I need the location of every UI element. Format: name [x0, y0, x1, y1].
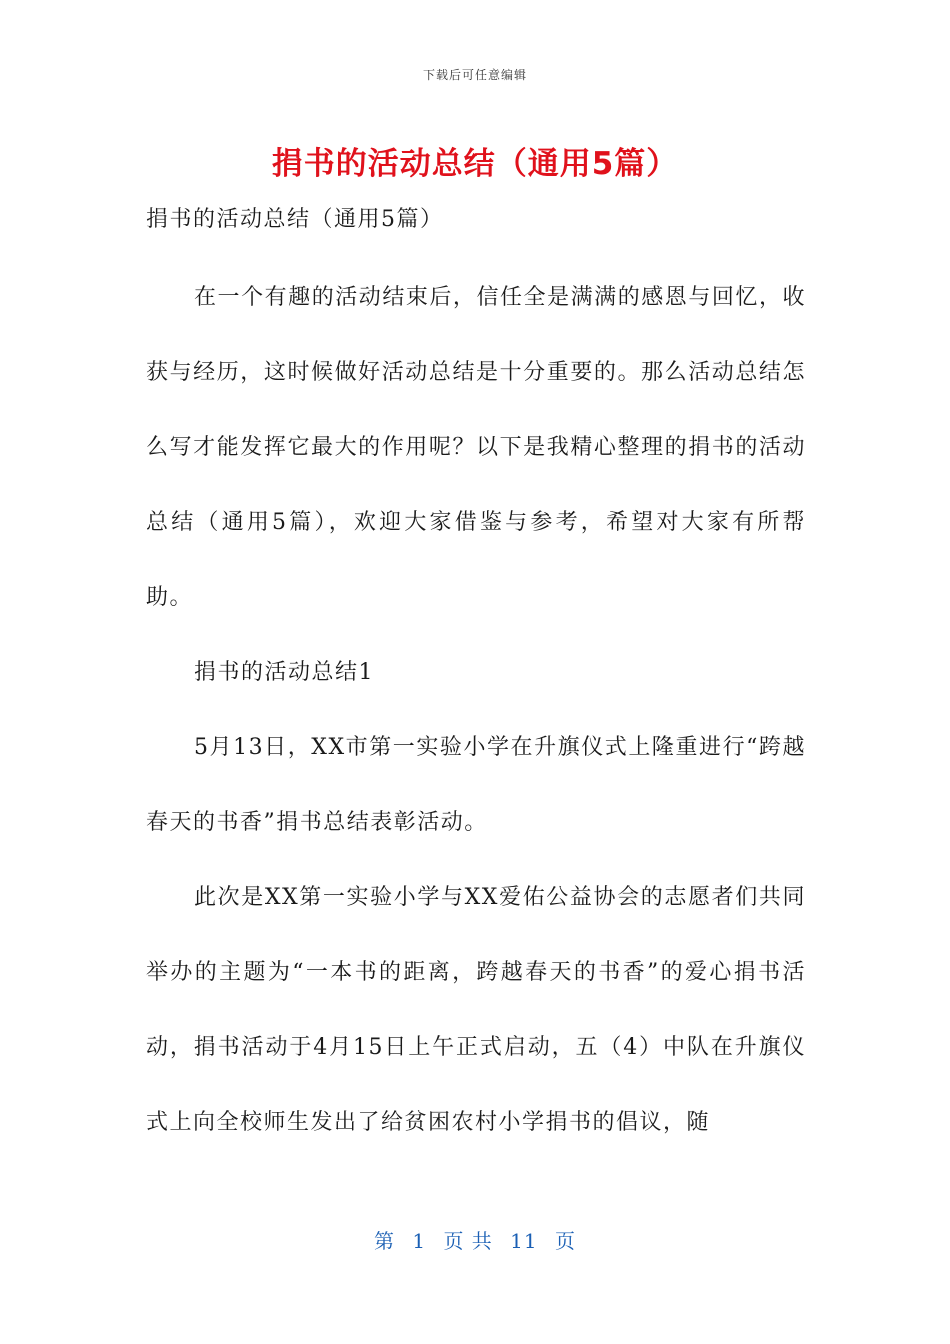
footer-page-total: 11: [510, 1229, 538, 1253]
footer-page-suffix: 页: [554, 1229, 576, 1253]
paragraph-event: 5月13日，XX市第一实验小学在升旗仪式上隆重进行“跨越春天的书香”捐书总结表彰活动。: [146, 735, 806, 835]
document-title: 捐书的活动总结（通用5篇）: [271, 146, 679, 182]
paragraph-intro: 在一个有趣的活动结束后，信任全是满满的感恩与回忆，收获与经历，这时候做好活动总结是十分重要的。那么活动总结怎么写才能发挥它最大的作用呢？以下是我精心整理的捐书的活动总结（通用5篇），欢迎大家借鉴与参考，希望对大家有所帮助。: [146, 285, 806, 610]
document-subtitle: 捐书的活动总结（通用5篇）: [146, 207, 444, 232]
section-heading-1: 捐书的活动总结1: [194, 660, 374, 685]
footer-page-prefix: 第: [374, 1229, 395, 1253]
page-footer: [0, 1225, 950, 1254]
footer-page-mid: 页 共: [443, 1229, 493, 1253]
footer-page-current: 1: [412, 1229, 427, 1253]
header-note: 下载后可任意编辑: [422, 68, 527, 82]
document-body: [146, 200, 806, 1160]
paragraph-details: 此次是XX第一实验小学与XX爱佑公益协会的志愿者们共同举办的主题为“一本书的距离，跨越春天的书香”的爱心捐书活动，捐书活动于4月15日上午正式启动，五（4）中队在升旗仪式上向全校师生发出了给贫困农村小学捐书的倡议，随: [146, 885, 806, 1135]
